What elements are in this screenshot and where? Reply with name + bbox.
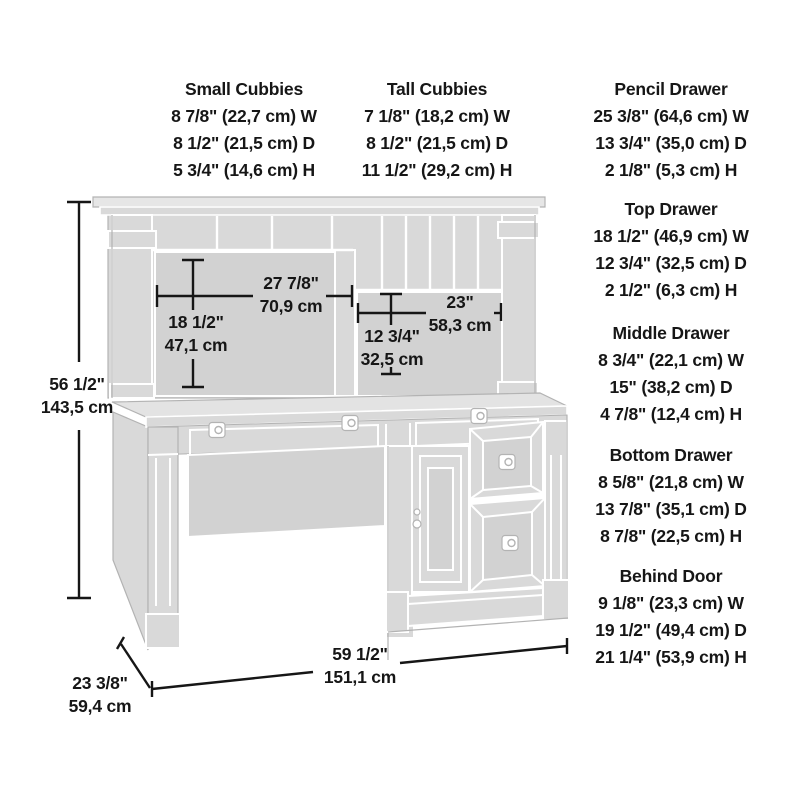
callout-hutch-opening-height	[165, 311, 228, 357]
spec-title: Bottom Drawer	[609, 445, 733, 465]
callout-imperial: 23 3/8"	[72, 673, 128, 693]
callout-metric: 47,1 cm	[164, 335, 228, 355]
spec-top-drawer	[593, 196, 748, 304]
callout-metric: 70,9 cm	[259, 296, 323, 316]
spec-width-line: 18 1/2" (46,9 cm) W	[593, 226, 749, 246]
spec-title: Tall Cubbies	[386, 79, 488, 99]
spec-height-line: 8 7/8" (22,5 cm) H	[600, 526, 742, 546]
callout-overall-width	[324, 643, 396, 689]
spec-depth-line: 13 7/8" (35,1 cm) D	[595, 499, 747, 519]
callout-hutch-opening-width	[260, 272, 323, 318]
callout-metric: 32,5 cm	[360, 349, 424, 369]
spec-height-line: 4 7/8" (12,4 cm) H	[600, 404, 742, 424]
spec-pencil-drawer	[593, 76, 748, 184]
callout-metric: 59,4 cm	[68, 696, 132, 716]
callout-metric: 58,3 cm	[428, 315, 492, 335]
callout-metric: 143,5 cm	[40, 397, 114, 417]
spec-width-line: 8 3/4" (22,1 cm) W	[598, 350, 744, 370]
spec-title: Small Cubbies	[184, 79, 303, 99]
callout-imperial: 27 7/8"	[263, 273, 319, 293]
callout-metric: 151,1 cm	[323, 667, 397, 687]
spec-width-line: 9 1/8" (23,3 cm) W	[598, 593, 744, 613]
spec-height-line: 11 1/2" (29,2 cm) H	[361, 160, 513, 180]
callout-imperial: 12 3/4"	[364, 326, 420, 346]
callout-overall-depth	[69, 672, 132, 718]
spec-height-line: 2 1/2" (6,3 cm) H	[604, 280, 738, 300]
spec-behind-door	[595, 563, 746, 671]
callout-desktop-opening-height	[361, 325, 424, 371]
spec-height-line: 2 1/8" (5,3 cm) H	[604, 160, 738, 180]
callout-imperial: 59 1/2"	[332, 644, 388, 664]
callout-imperial: 56 1/2"	[49, 374, 105, 394]
callout-imperial: 18 1/2"	[168, 312, 224, 332]
spec-width-line: 8 5/8" (21,8 cm) W	[598, 472, 744, 492]
desk-drawing	[112, 393, 569, 660]
callout-imperial: 23"	[446, 292, 474, 312]
spec-depth-line: 8 1/2" (21,5 cm) D	[366, 133, 508, 153]
spec-title: Top Drawer	[624, 199, 718, 219]
spec-bottom-drawer	[595, 442, 746, 550]
spec-width-line: 8 7/8" (22,7 cm) W	[171, 106, 317, 126]
callout-desktop-opening-width	[429, 291, 492, 337]
spec-height-line: 21 1/4" (53,9 cm) H	[595, 647, 747, 667]
spec-depth-line: 8 1/2" (21,5 cm) D	[173, 133, 315, 153]
spec-depth-line: 12 3/4" (32,5 cm) D	[595, 253, 747, 273]
callout-overall-height	[41, 373, 113, 419]
spec-height-line: 5 3/4" (14,6 cm) H	[173, 160, 315, 180]
spec-title: Pencil Drawer	[614, 79, 728, 99]
spec-width-line: 25 3/8" (64,6 cm) W	[593, 106, 749, 126]
spec-width-line: 7 1/8" (18,2 cm) W	[364, 106, 510, 126]
spec-middle-drawer	[598, 320, 744, 428]
spec-title: Middle Drawer	[612, 323, 730, 343]
spec-depth-line: 13 3/4" (35,0 cm) D	[595, 133, 747, 153]
spec-depth-line: 15" (38,2 cm) D	[609, 377, 733, 397]
spec-title: Behind Door	[619, 566, 723, 586]
spec-small-cubbies	[171, 76, 317, 184]
spec-depth-line: 19 1/2" (49,4 cm) D	[595, 620, 747, 640]
spec-tall-cubbies	[362, 76, 512, 184]
